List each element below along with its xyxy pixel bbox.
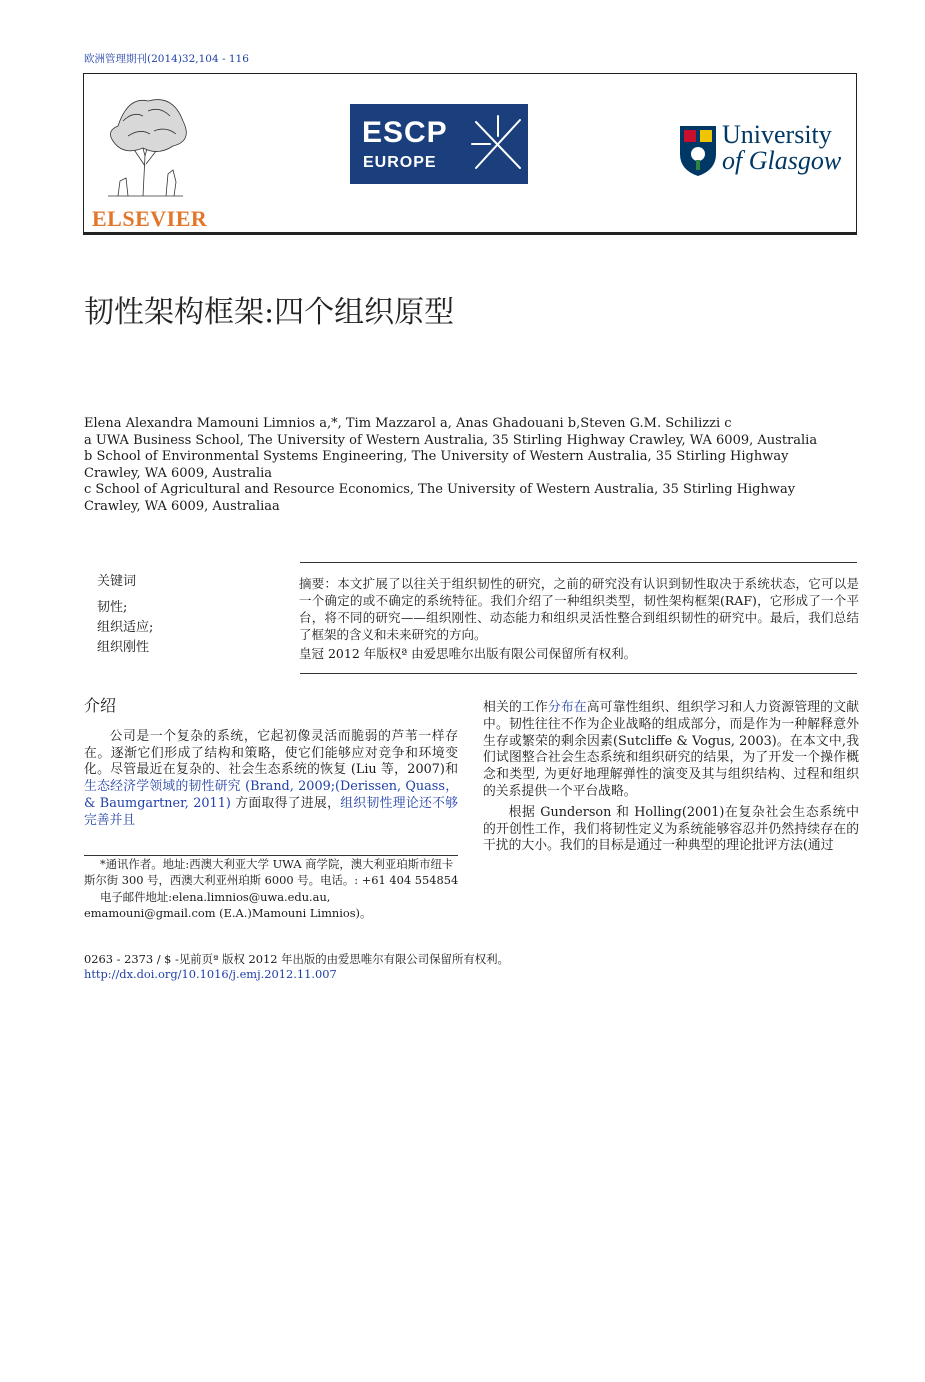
keywords-heading: 关键词 bbox=[97, 574, 137, 589]
author-names: Elena Alexandra Mamouni Limnios a,*, Tim Mazzarol a, Anas Ghadouani b,Steven G.M. Schilizzi c bbox=[84, 416, 732, 431]
intro-text: 相关的工作 bbox=[483, 700, 548, 715]
affiliation-a: a UWA Business School, The University of Western Australia, 35 Stirling Highway Crawley, WA 6009, Australia bbox=[84, 432, 818, 448]
keywords-block bbox=[97, 572, 153, 658]
author-block bbox=[84, 416, 824, 516]
abstract-text: 摘要：本文扩展了以往关于组织韧性的研究，之前的研究没有认识到韧性取决于系统状态，它可以是一个确定的或不确定的系统特征。我们介绍了一种组织类型，韧性架构框架(RAF)，它形成了一个平台，将不同的研究——组织刚性、动态能力和组织灵活性整合到组织韧性的研究中。最后，我们总结了框架的含义和未来研究的方向。 bbox=[299, 576, 859, 642]
glasgow-wordmark-line2: of Glasgow bbox=[722, 146, 842, 175]
escp-star-icon bbox=[468, 112, 528, 176]
citation-link[interactable]: 分布在 bbox=[547, 700, 587, 715]
elsevier-wordmark: ELSEVIER bbox=[92, 206, 208, 231]
citation-link[interactable]: 生态经济学领域的韧性研究 (Brand, 2009;(Derissen, Quass， & Baumgartner, 2011) bbox=[84, 779, 458, 811]
left-column bbox=[84, 698, 458, 830]
issn-line: 0263 - 2373 / $ -见前页ª 版权 2012 年出版的由爱思唯尔有限公司保留所有权利。 bbox=[84, 952, 509, 966]
intro-paragraph-2: 根据 Gunderson 和 Holling(2001)在复杂社会生态系统中的开创性工作，我们将韧性定义为系统能够容忍并仍然持续存在的干扰的大小。我们的目标是通过一种典型的理论批评方法(通过 bbox=[483, 804, 859, 854]
publication-info bbox=[84, 952, 509, 981]
intro-text: 方面取得了进展， bbox=[230, 795, 341, 811]
intro-paragraph bbox=[84, 729, 458, 830]
doi-link[interactable]: http://dx.doi.org/10.1016/j.emj.2012.11.007 bbox=[84, 966, 337, 981]
right-column bbox=[483, 700, 859, 855]
intro-text: 公司是一个复杂的系统，它起初像灵活而脆弱的芦苇一样存在。逐渐它们形成了结构和策略，使它们能够应对竞争和环境变化。尽管最近在复杂的、社会生态系统的恢复 (Liu 等，2007)和 bbox=[84, 728, 458, 778]
email-note[interactable]: 电子邮件地址:elena.limnios@uwa.edu.au, emamouni@gmail.com (E.A.)Mamouni Limnios)。 bbox=[84, 890, 372, 920]
article-title: 韧性架构框架:四个组织原型 bbox=[84, 295, 455, 330]
abstract-top-rule bbox=[300, 562, 857, 563]
footnote-block bbox=[84, 857, 460, 921]
corresponding-author-note: *通讯作者。地址:西澳大利亚大学 UWA 商学院，澳大利亚珀斯市纽卡斯尔街 300 号，西澳大利亚州珀斯 6000 号。电话。: +61 404 554854 bbox=[84, 857, 459, 887]
keyword-item: 组织刚性 bbox=[97, 640, 150, 655]
keyword-item: 韧性; bbox=[97, 600, 128, 615]
keyword-item: 组织适应; bbox=[97, 620, 154, 635]
europe-wordmark: EUROPE bbox=[363, 154, 437, 171]
elsevier-tree-icon bbox=[88, 86, 203, 204]
journal-header-banner bbox=[83, 73, 857, 235]
escp-wordmark: ESCP bbox=[362, 116, 448, 149]
university-of-glasgow-logo bbox=[678, 122, 854, 182]
citation-link[interactable]: 组织韧性理论还不够完善并且 bbox=[84, 795, 459, 828]
abstract-copyright: 皇冠 2012 年版权ª 由爱思唯尔出版有限公司保留所有权利。 bbox=[299, 646, 637, 661]
abstract-bottom-rule bbox=[300, 673, 857, 674]
intro-paragraph-continued bbox=[483, 700, 859, 801]
footnote-rule bbox=[84, 855, 458, 856]
glasgow-crest-icon bbox=[678, 124, 718, 178]
section-heading-introduction: 介绍 bbox=[84, 696, 117, 715]
abstract-block bbox=[299, 575, 859, 662]
affiliation-c: c School of Agricultural and Resource Economics, The University of Western Australia, 35 Stirling Highway Crawley, WA 6009, Australiaa bbox=[84, 482, 796, 514]
escp-europe-logo bbox=[350, 104, 528, 184]
journal-reference[interactable]: 欧洲管理期刊(2014)32,104 - 116 bbox=[84, 53, 249, 65]
glasgow-wordmark-line1: University bbox=[722, 120, 832, 149]
affiliation-b: b School of Environmental Systems Engineering, The University of Western Australia, 35 Stirling Highway Crawley, WA 6009, Australia bbox=[84, 449, 789, 481]
intro-text: 高可靠性组织、组织学习和人力资源管理的文献中。韧性往往不作为企业战略的组成部分，而是作为一种解释意外生存或繁荣的剩余因素(Sutcliffe & Vogus, 2003)。在本文中,我们试图整合社会生态系统和组织研究的结果，为了开发一个操作概念和类型, 为更好地理解弹性的演变及其与组织结构、过程和组织的关系提供一个平台战略。 bbox=[483, 700, 860, 799]
elsevier-logo bbox=[88, 86, 208, 231]
